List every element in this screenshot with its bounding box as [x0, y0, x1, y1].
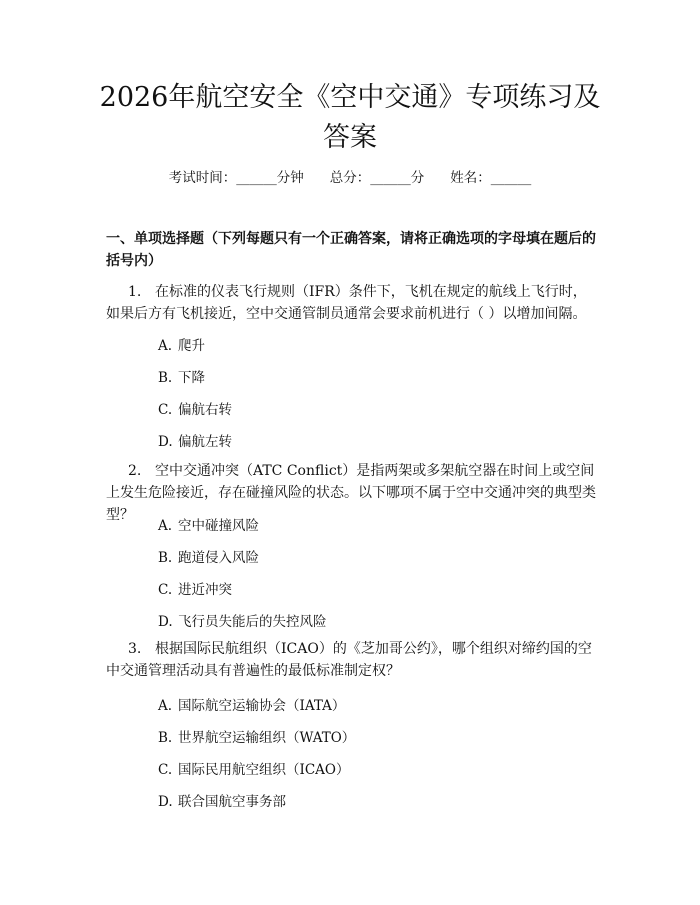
question-text: 根据国际民航组织（ICAO）的《芝加哥公约》，哪个组织对缔约国的空中交通管理活动具有普遍性的最低标准制定权？	[106, 641, 592, 679]
page-title: 2026年航空安全《空中交通》专项练习及答案	[99, 82, 601, 153]
option-a	[158, 514, 259, 534]
option-text: 进近冲突	[178, 582, 232, 598]
option-d	[158, 430, 232, 450]
option-b	[158, 726, 355, 746]
option-letter: B.	[158, 550, 173, 566]
question-text: 在标准的仪表飞行规则（IFR）条件下，飞机在规定的航线上飞行时，如果后方有飞机接近，空中交通管制员通常会要求前机进行（ ）以增加间隔。	[106, 284, 587, 322]
option-letter: D.	[158, 614, 173, 630]
exam-name: 姓名：______	[450, 170, 532, 186]
option-c	[158, 398, 232, 418]
question-number: 2.	[128, 463, 142, 479]
option-text: 世界航空运输组织（WATO）	[178, 730, 356, 746]
option-text: 下降	[178, 370, 205, 386]
option-letter: B.	[158, 730, 173, 746]
question-number: 1.	[128, 284, 142, 300]
question-1	[106, 281, 598, 325]
option-d	[158, 610, 327, 630]
option-d	[158, 790, 286, 810]
option-letter: B.	[158, 370, 173, 386]
option-text: 国际航空运输协会（IATA）	[178, 698, 346, 714]
option-text: 空中碰撞风险	[178, 518, 259, 534]
option-letter: C.	[158, 402, 173, 418]
option-c	[158, 578, 232, 598]
section-heading: 一、单项选择题（下列每题只有一个正确答案，请将正确选项的字母填在题后的括号内）	[106, 231, 596, 269]
option-a	[158, 334, 205, 354]
question-3	[106, 638, 598, 682]
option-letter: A.	[158, 338, 173, 354]
option-text: 跑道侵入风险	[178, 550, 259, 566]
option-letter: A.	[158, 698, 173, 714]
option-letter: D.	[158, 794, 173, 810]
option-text: 国际民用航空组织（ICAO）	[178, 762, 350, 778]
option-letter: D.	[158, 434, 173, 450]
option-text: 联合国航空事务部	[178, 794, 286, 810]
option-text: 偏航右转	[178, 402, 232, 418]
option-a	[158, 694, 345, 714]
option-c	[158, 758, 349, 778]
question-number: 3.	[128, 641, 142, 657]
option-b	[158, 366, 205, 386]
option-text: 飞行员失能后的失控风险	[178, 614, 327, 630]
option-text: 偏航左转	[178, 434, 232, 450]
exam-meta	[0, 166, 700, 186]
exam-score: 总分：______分	[329, 170, 425, 186]
option-letter: C.	[158, 762, 173, 778]
option-text: 爬升	[178, 338, 205, 354]
option-letter: A.	[158, 518, 173, 534]
exam-time: 考试时间：______分钟	[168, 170, 304, 186]
question-text: 空中交通冲突（ATC Conflict）是指两架或多架航空器在时间上或空间上发生危险接近，存在碰撞风险的状态。以下哪项不属于空中交通冲突的典型类型？	[106, 463, 596, 523]
option-letter: C.	[158, 582, 173, 598]
option-b	[158, 546, 259, 566]
